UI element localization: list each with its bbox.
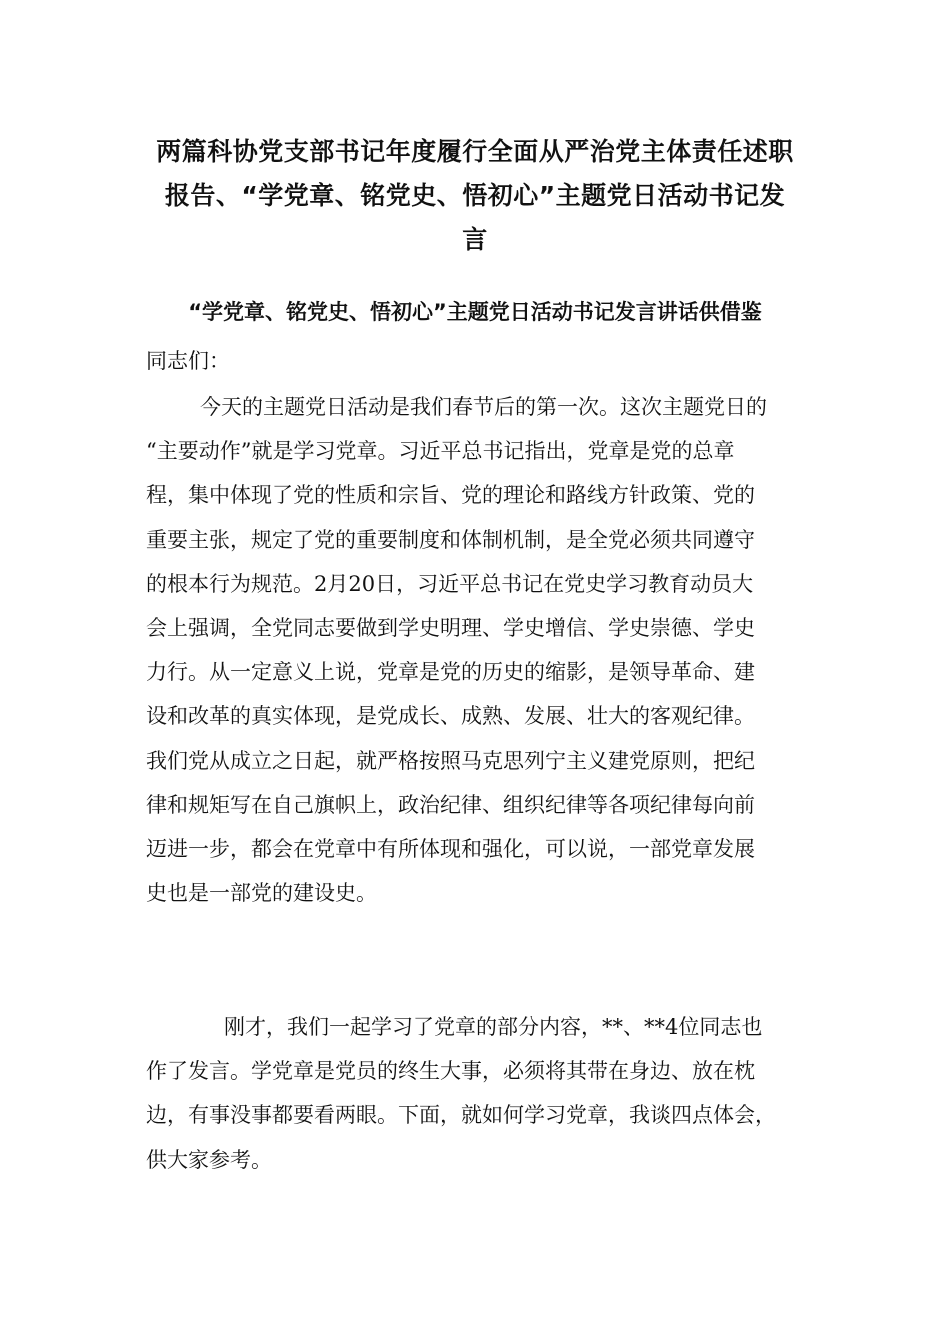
- text-line: 迈进一步，都会在党章中有所体现和强化，可以说，一部党章发展: [146, 837, 755, 862]
- title-line: 两篇科协党支部书记年度履行全面从严治党主体责任述职: [156, 137, 794, 166]
- text-line: 作了发言。学党章是党员的终生大事，必须将其带在身边、放在枕: [146, 1059, 755, 1084]
- salutation: 同志们：: [146, 349, 230, 373]
- text-line: 律和规矩写在自己旗帜上，政治纪律、组织纪律等各项纪律每向前: [146, 792, 755, 817]
- title-line: 言: [462, 225, 488, 254]
- text-line: 重要主张，规定了党的重要制度和体制机制，是全党必须共同遵守: [146, 527, 755, 552]
- text-line: 会上强调，全党同志要做到学史明理、学史增信、学史崇德、学史: [146, 616, 755, 641]
- paragraph-2: [146, 1005, 806, 1182]
- text-line: 供大家参考。: [146, 1147, 272, 1172]
- text-line: 力行。从一定意义上说，党章是党的历史的缩影，是领导革命、建: [146, 660, 755, 685]
- text-line: 我们党从成立之日起，就严格按照马克思列宁主义建党原则，把纪: [146, 748, 755, 773]
- text-line: 设和改革的真实体现，是党成长、成熟、发展、壮大的客观纪律。: [146, 704, 755, 729]
- text-line: 程，集中体现了党的性质和宗旨、党的理论和路线方针政策、党的: [146, 483, 755, 508]
- text-line: 今天的主题党日活动是我们春节后的第一次。这次主题党日的: [200, 395, 767, 419]
- document-title: [140, 130, 810, 262]
- text-line: 的根本行为规范。2月20日，习近平总书记在党史学习教育动员大: [146, 571, 754, 596]
- text-line: “主要动作”就是学习党章。习近平总书记指出，党章是党的总章: [146, 439, 735, 464]
- text-line: 边，有事没事都要看两眼。下面，就如何学习党章，我谈四点体会，: [146, 1103, 776, 1128]
- text-line: 刚才，我们一起学习了党章的部分内容，**、**4位同志也: [224, 1015, 763, 1039]
- text-line: 史也是一部党的建设史。: [146, 881, 377, 906]
- paragraph-1: [146, 385, 806, 915]
- title-line: 报告、“学党章、铭党史、悟初心”主题党日活动书记发: [164, 181, 786, 210]
- document-subtitle: “学党章、铭党史、悟初心”主题党日活动书记发言讲话供借鉴: [188, 300, 762, 324]
